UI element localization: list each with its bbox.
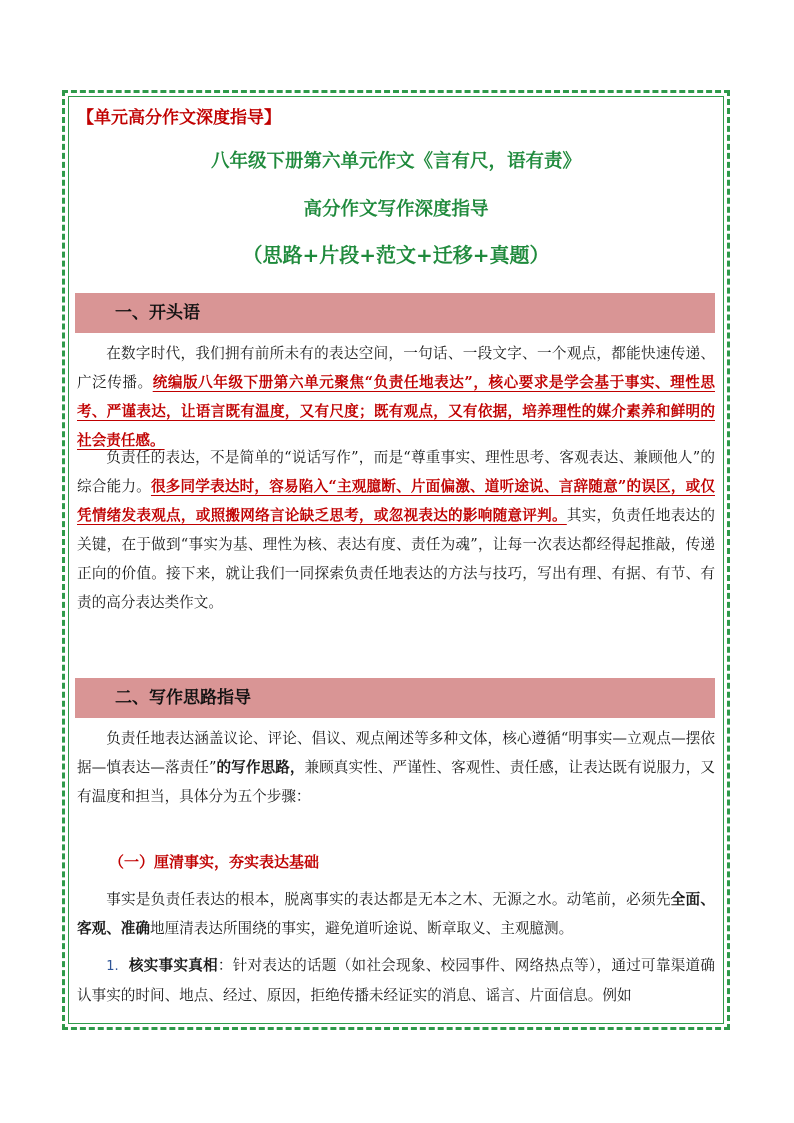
highlight-text: 统编版八年级下册第六单元聚焦“负责任地表达”，核心要求是学会基于事实、理性思考、严谨表达，让语言既有温度，又有尺度；既有观点，又有依据，培养理性的媒介素养和鲜明的社会责任感。 bbox=[77, 374, 715, 449]
paragraph-text: 事实是负责任表达的根本，脱离事实的表达都是无本之木、无源之水。动笔前，必须先 bbox=[106, 891, 671, 908]
paragraph-opening-1 bbox=[77, 339, 715, 455]
paragraph-text: ：针对表达的话题（如社会现象、校园事件、网络热点等），通过可靠渠道确认事实的时间、地点、经过、原因，拒绝传播未经证实的消息、谣言、片面信息。例如 bbox=[77, 957, 715, 1004]
paragraph-text: 负责任的表达，不是简单的“说话写作”，而是“尊重事实、理性思考、客观表达、兼顾他人”的综合能力。 bbox=[77, 449, 715, 495]
paragraph-text: 在数字时代，我们拥有前所未有的表达空间，一句话、一段文字、一个观点，都能快速传递、广泛传播。 bbox=[77, 345, 715, 391]
paragraph-facts bbox=[77, 885, 715, 943]
paragraph-guide-1 bbox=[77, 724, 715, 811]
page-content bbox=[75, 103, 717, 1017]
section-heading-writing-guide: 二、写作思路指导 bbox=[75, 678, 715, 718]
paragraph-opening-2 bbox=[77, 443, 715, 617]
sub-title: 高分作文写作深度指导 bbox=[303, 199, 489, 220]
bold-text: 核实事实真相 bbox=[128, 957, 218, 974]
paragraph-text: 地厘清表达所围绕的事实，避免道听途说、断章取义、主观臆测。 bbox=[149, 920, 574, 937]
unit-tag: 【单元高分作文深度指导】 bbox=[77, 108, 281, 128]
paragraph-text: 兼顾真实性、严谨性、客观性、责任感，让表达既有说服力，又有温度和担当，具体分为五个步骤： bbox=[77, 759, 715, 805]
sub-title-parts: （思路+片段+范文+迁移+真题） bbox=[242, 243, 550, 267]
sub-heading-facts: （一）厘清事实，夯实表达基础 bbox=[109, 853, 320, 871]
bold-text: 全面、客观、准确 bbox=[77, 891, 715, 937]
highlight-text: 很多同学表达时，容易陷入“主观臆断、片面偏激、道听途说、言辞随意”的误区，或仅凭情绪发表观点，或照搬网络言论缺乏思考，或忽视表达的影响随意评判。 bbox=[77, 478, 715, 524]
section-heading-opening: 一、开头语 bbox=[75, 293, 715, 333]
list-number: 1. bbox=[106, 959, 119, 974]
list-item-verify-facts bbox=[77, 951, 715, 1010]
bold-text: 的写作思路， bbox=[216, 759, 305, 776]
main-title: 八年级下册第六单元作文《言有尺，语有责》 bbox=[210, 151, 581, 172]
paragraph-text: 负责任地表达涵盖议论、评论、倡议、观点阐述等多种文体，核心遵循“明事实—立观点—摆依据—慎表达—落责任” bbox=[77, 730, 715, 776]
page-border bbox=[62, 90, 730, 1030]
paragraph-text: 其实，负责任地表达的关键，在于做到“事实为基、理性为核、表达有度、责任为魂”，让每一次表达都经得起推敲，传递正向的价值。接下来，就让我们一同探索负责任地表达的方法与技巧，写出有理、有据、有节、有责的高分表达类作文。 bbox=[77, 507, 715, 611]
